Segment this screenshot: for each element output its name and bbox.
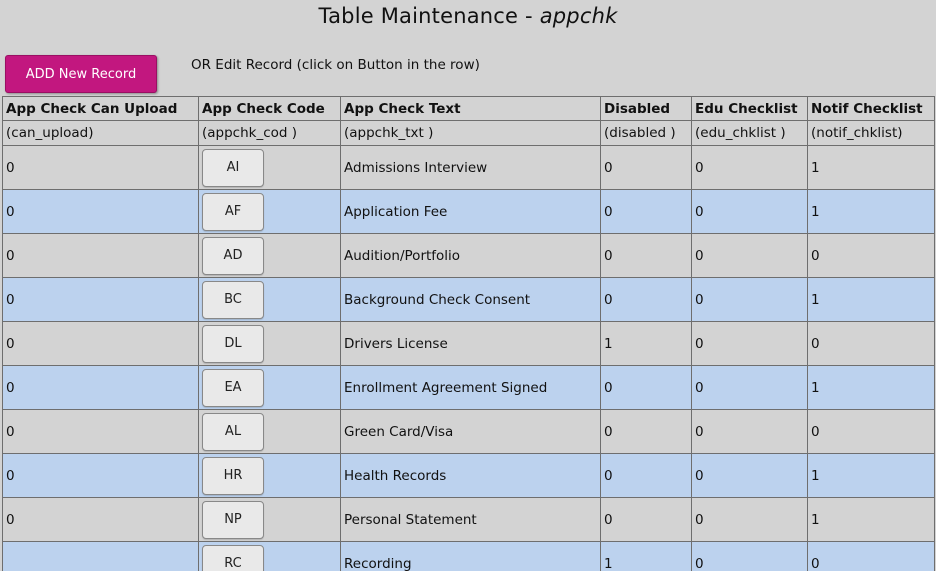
code-cell — [199, 146, 341, 190]
code-cell — [199, 498, 341, 542]
code-cell — [199, 542, 341, 571]
text-cell: Drivers License — [341, 322, 601, 366]
disabled-cell: 0 — [601, 498, 692, 542]
column-header: App Check Can Upload — [3, 97, 199, 121]
edu-checklist-cell: 0 — [692, 322, 808, 366]
disabled-cell: 0 — [601, 410, 692, 454]
edu-checklist-cell: 0 — [692, 410, 808, 454]
code-cell — [199, 410, 341, 454]
disabled-cell: 0 — [601, 366, 692, 410]
edu-checklist-cell: 0 — [692, 454, 808, 498]
table-row — [3, 498, 935, 542]
can-upload-cell: 0 — [3, 146, 199, 190]
edit-record-button[interactable]: NP — [202, 501, 264, 539]
table-row — [3, 322, 935, 366]
text-cell: Personal Statement — [341, 498, 601, 542]
page-title — [0, 4, 936, 28]
can-upload-cell: 0 — [3, 234, 199, 278]
disabled-cell: 0 — [601, 278, 692, 322]
disabled-cell: 1 — [601, 542, 692, 571]
field-name: (appchk_txt ) — [341, 121, 601, 146]
column-header-row — [3, 97, 935, 121]
title-prefix: Table Maintenance - — [318, 4, 540, 28]
records-table — [2, 96, 935, 571]
code-cell — [199, 234, 341, 278]
can-upload-cell: 0 — [3, 498, 199, 542]
text-cell: Enrollment Agreement Signed — [341, 366, 601, 410]
notif-checklist-cell: 1 — [808, 278, 935, 322]
edu-checklist-cell: 0 — [692, 542, 808, 571]
field-name: (appchk_cod ) — [199, 121, 341, 146]
edu-checklist-cell: 0 — [692, 366, 808, 410]
can-upload-cell: 0 — [3, 278, 199, 322]
code-cell — [199, 366, 341, 410]
text-cell: Recording — [341, 542, 601, 571]
disabled-cell: 0 — [601, 234, 692, 278]
edit-record-button[interactable]: DL — [202, 325, 264, 363]
notif-checklist-cell: 0 — [808, 322, 935, 366]
can-upload-cell: 0 — [3, 322, 199, 366]
notif-checklist-cell: 0 — [808, 234, 935, 278]
notif-checklist-cell: 0 — [808, 542, 935, 571]
code-cell — [199, 190, 341, 234]
notif-checklist-cell: 1 — [808, 146, 935, 190]
text-cell: Health Records — [341, 454, 601, 498]
edu-checklist-cell: 0 — [692, 498, 808, 542]
text-cell: Application Fee — [341, 190, 601, 234]
text-cell: Green Card/Visa — [341, 410, 601, 454]
field-name: (can_upload) — [3, 121, 199, 146]
can-upload-cell: 0 — [3, 454, 199, 498]
table-row — [3, 454, 935, 498]
text-cell: Audition/Portfolio — [341, 234, 601, 278]
disabled-cell: 1 — [601, 322, 692, 366]
table-name: appchk — [539, 4, 618, 28]
text-cell: Background Check Consent — [341, 278, 601, 322]
edu-checklist-cell: 0 — [692, 146, 808, 190]
text-cell: Admissions Interview — [341, 146, 601, 190]
column-header: Notif Checklist — [808, 97, 935, 121]
edit-record-button[interactable]: RC — [202, 545, 264, 571]
edit-record-button[interactable]: EA — [202, 369, 264, 407]
edit-record-button[interactable]: HR — [202, 457, 264, 495]
field-name-row — [3, 121, 935, 146]
column-header: App Check Code — [199, 97, 341, 121]
table-row — [3, 190, 935, 234]
can-upload-cell: 0 — [3, 410, 199, 454]
column-header: Disabled — [601, 97, 692, 121]
edu-checklist-cell: 0 — [692, 190, 808, 234]
edit-record-button[interactable]: AL — [202, 413, 264, 451]
can-upload-cell: 0 — [3, 190, 199, 234]
disabled-cell: 0 — [601, 146, 692, 190]
column-header: App Check Text — [341, 97, 601, 121]
table-row — [3, 542, 935, 571]
column-header: Edu Checklist — [692, 97, 808, 121]
table-row — [3, 278, 935, 322]
code-cell — [199, 278, 341, 322]
field-name: (edu_chklist ) — [692, 121, 808, 146]
edu-checklist-cell: 0 — [692, 278, 808, 322]
edit-record-button[interactable]: AD — [202, 237, 264, 275]
edit-record-hint: OR Edit Record (click on Button in the row) — [191, 57, 480, 73]
notif-checklist-cell: 1 — [808, 498, 935, 542]
table-row — [3, 366, 935, 410]
field-name: (disabled ) — [601, 121, 692, 146]
can-upload-cell: 0 — [3, 366, 199, 410]
field-name: (notif_chklist) — [808, 121, 935, 146]
notif-checklist-cell: 1 — [808, 454, 935, 498]
table-row — [3, 234, 935, 278]
notif-checklist-cell: 1 — [808, 366, 935, 410]
edu-checklist-cell: 0 — [692, 234, 808, 278]
table-row — [3, 146, 935, 190]
disabled-cell: 0 — [601, 190, 692, 234]
edit-record-button[interactable]: AI — [202, 149, 264, 187]
disabled-cell: 0 — [601, 454, 692, 498]
code-cell — [199, 322, 341, 366]
can-upload-cell — [3, 542, 199, 571]
notif-checklist-cell: 1 — [808, 190, 935, 234]
edit-record-button[interactable]: AF — [202, 193, 264, 231]
edit-record-button[interactable]: BC — [202, 281, 264, 319]
code-cell — [199, 454, 341, 498]
notif-checklist-cell: 0 — [808, 410, 935, 454]
add-new-record-button[interactable]: ADD New Record — [5, 55, 157, 93]
table-row — [3, 410, 935, 454]
